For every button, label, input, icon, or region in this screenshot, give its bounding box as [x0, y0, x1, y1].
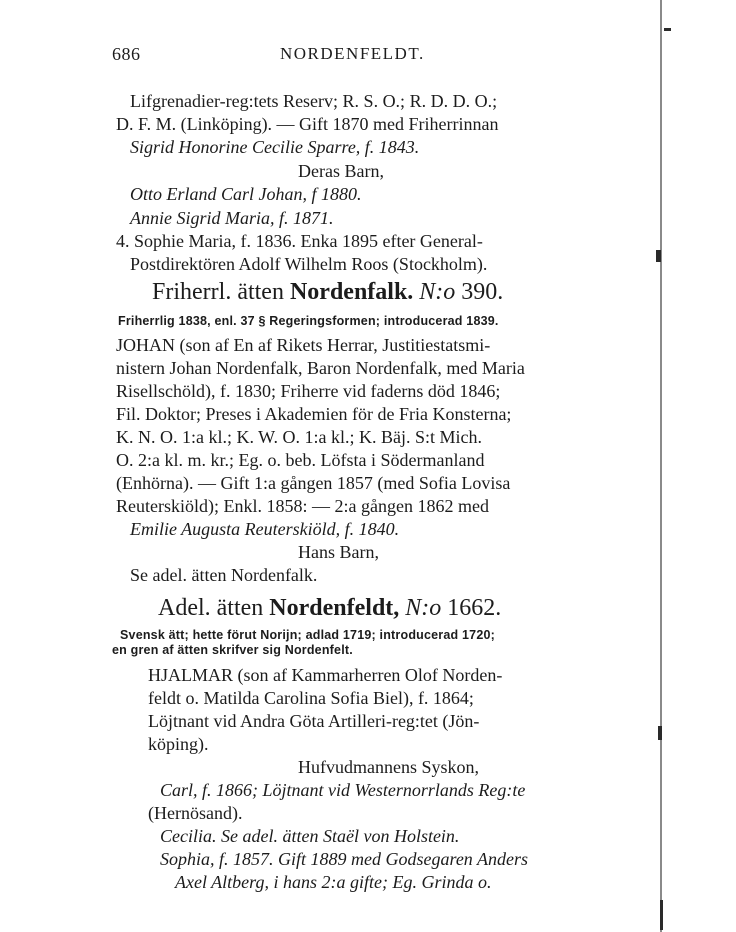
- heading-number: 390.: [461, 279, 504, 305]
- section-heading-nordenfalk: [152, 278, 503, 306]
- page-number: 686: [112, 44, 141, 64]
- scan-mark: [656, 250, 661, 262]
- text-line: Cecilia. Se adel. ätten Staël von Holstein.: [160, 826, 460, 846]
- section-subline: en gren af ätten skrifver sig Nordenfelt.: [112, 643, 353, 657]
- text-line: Postdirektören Adolf Wilhelm Roos (Stockholm).: [130, 254, 488, 274]
- text-line: K. N. O. 1:a kl.; K. W. O. 1:a kl.; K. Bäj. S:t Mich.: [116, 427, 482, 447]
- text-line: 4. Sophie Maria, f. 1836. Enka 1895 efter General-: [116, 231, 483, 251]
- scan-mark: [664, 28, 671, 31]
- text-line: köping).: [148, 734, 209, 754]
- running-head-title: NORDENFELDT.: [280, 44, 425, 63]
- section-subline: Friherrlig 1838, enl. 37 § Regeringsformen; introducerad 1839.: [118, 314, 499, 328]
- text-line: Deras Barn,: [298, 161, 384, 181]
- scan-edge-line: [660, 0, 662, 932]
- text-line: Se adel. ätten Nordenfalk.: [130, 565, 318, 585]
- text-line: (Enhörna). — Gift 1:a gången 1857 (med Sofia Lovisa: [116, 473, 511, 493]
- scan-mark: [660, 900, 663, 930]
- heading-prefix: Friherrl. ätten: [152, 279, 284, 305]
- text-line: JOHAN (son af En af Rikets Herrar, Justitiestatsmi-: [116, 335, 491, 355]
- text-line: Hufvudmannens Syskon,: [298, 757, 479, 777]
- text-line: O. 2:a kl. m. kr.; Eg. o. beb. Löfsta i Södermanland: [116, 450, 485, 470]
- text-line: Sigrid Honorine Cecilie Sparre, f. 1843.: [130, 137, 420, 157]
- text-line: Carl, f. 1866; Löjtnant vid Westernorrlands Reg:te: [160, 780, 526, 800]
- section-heading-nordenfeldt: [158, 594, 501, 622]
- scan-mark: [658, 726, 662, 740]
- heading-number-label: N:o: [405, 595, 442, 621]
- text-line: feldt o. Matilda Carolina Sofia Biel), f. 1864;: [148, 688, 474, 708]
- section-subline: Svensk ätt; hette förut Norijn; adlad 1719; introducerad 1720;: [120, 628, 495, 642]
- text-line: Löjtnant vid Andra Göta Artilleri-reg:tet (Jön-: [148, 711, 480, 731]
- text-line: (Hernösand).: [148, 803, 243, 823]
- text-line: D. F. M. (Linköping). — Gift 1870 med Friherrinnan: [116, 114, 499, 134]
- heading-number-label: N:o: [419, 279, 456, 305]
- heading-family-name: Nordenfalk.: [289, 279, 414, 305]
- text-line: Fil. Doktor; Preses i Akademien för de Fria Konsterna;: [116, 404, 512, 424]
- text-line: Reuterskiöld); Enkl. 1858: — 2:a gången 1862 med: [116, 496, 489, 516]
- text-line: Hans Barn,: [298, 542, 379, 562]
- heading-number: 1662.: [447, 595, 502, 621]
- text-line: nistern Johan Nordenfalk, Baron Nordenfalk, med Maria: [116, 358, 525, 378]
- text-line: Axel Altberg, i hans 2:a gifte; Eg. Grinda o.: [175, 872, 492, 892]
- text-line: Risellschöld), f. 1830; Friherre vid faderns död 1846;: [116, 381, 501, 401]
- heading-prefix: Adel. ätten: [158, 595, 264, 621]
- text-line: Lifgrenadier-reg:tets Reserv; R. S. O.; R. D. D. O.;: [130, 91, 498, 111]
- text-line: Emilie Augusta Reuterskiöld, f. 1840.: [130, 519, 400, 539]
- text-line: Annie Sigrid Maria, f. 1871.: [130, 208, 334, 228]
- text-line: Otto Erland Carl Johan, f 1880.: [130, 184, 362, 204]
- text-line: Sophia, f. 1857. Gift 1889 med Godsegaren Anders: [160, 849, 528, 869]
- heading-family-name: Nordenfeldt,: [269, 595, 400, 621]
- text-line: HJALMAR (son af Kammarherren Olof Norden-: [148, 665, 503, 685]
